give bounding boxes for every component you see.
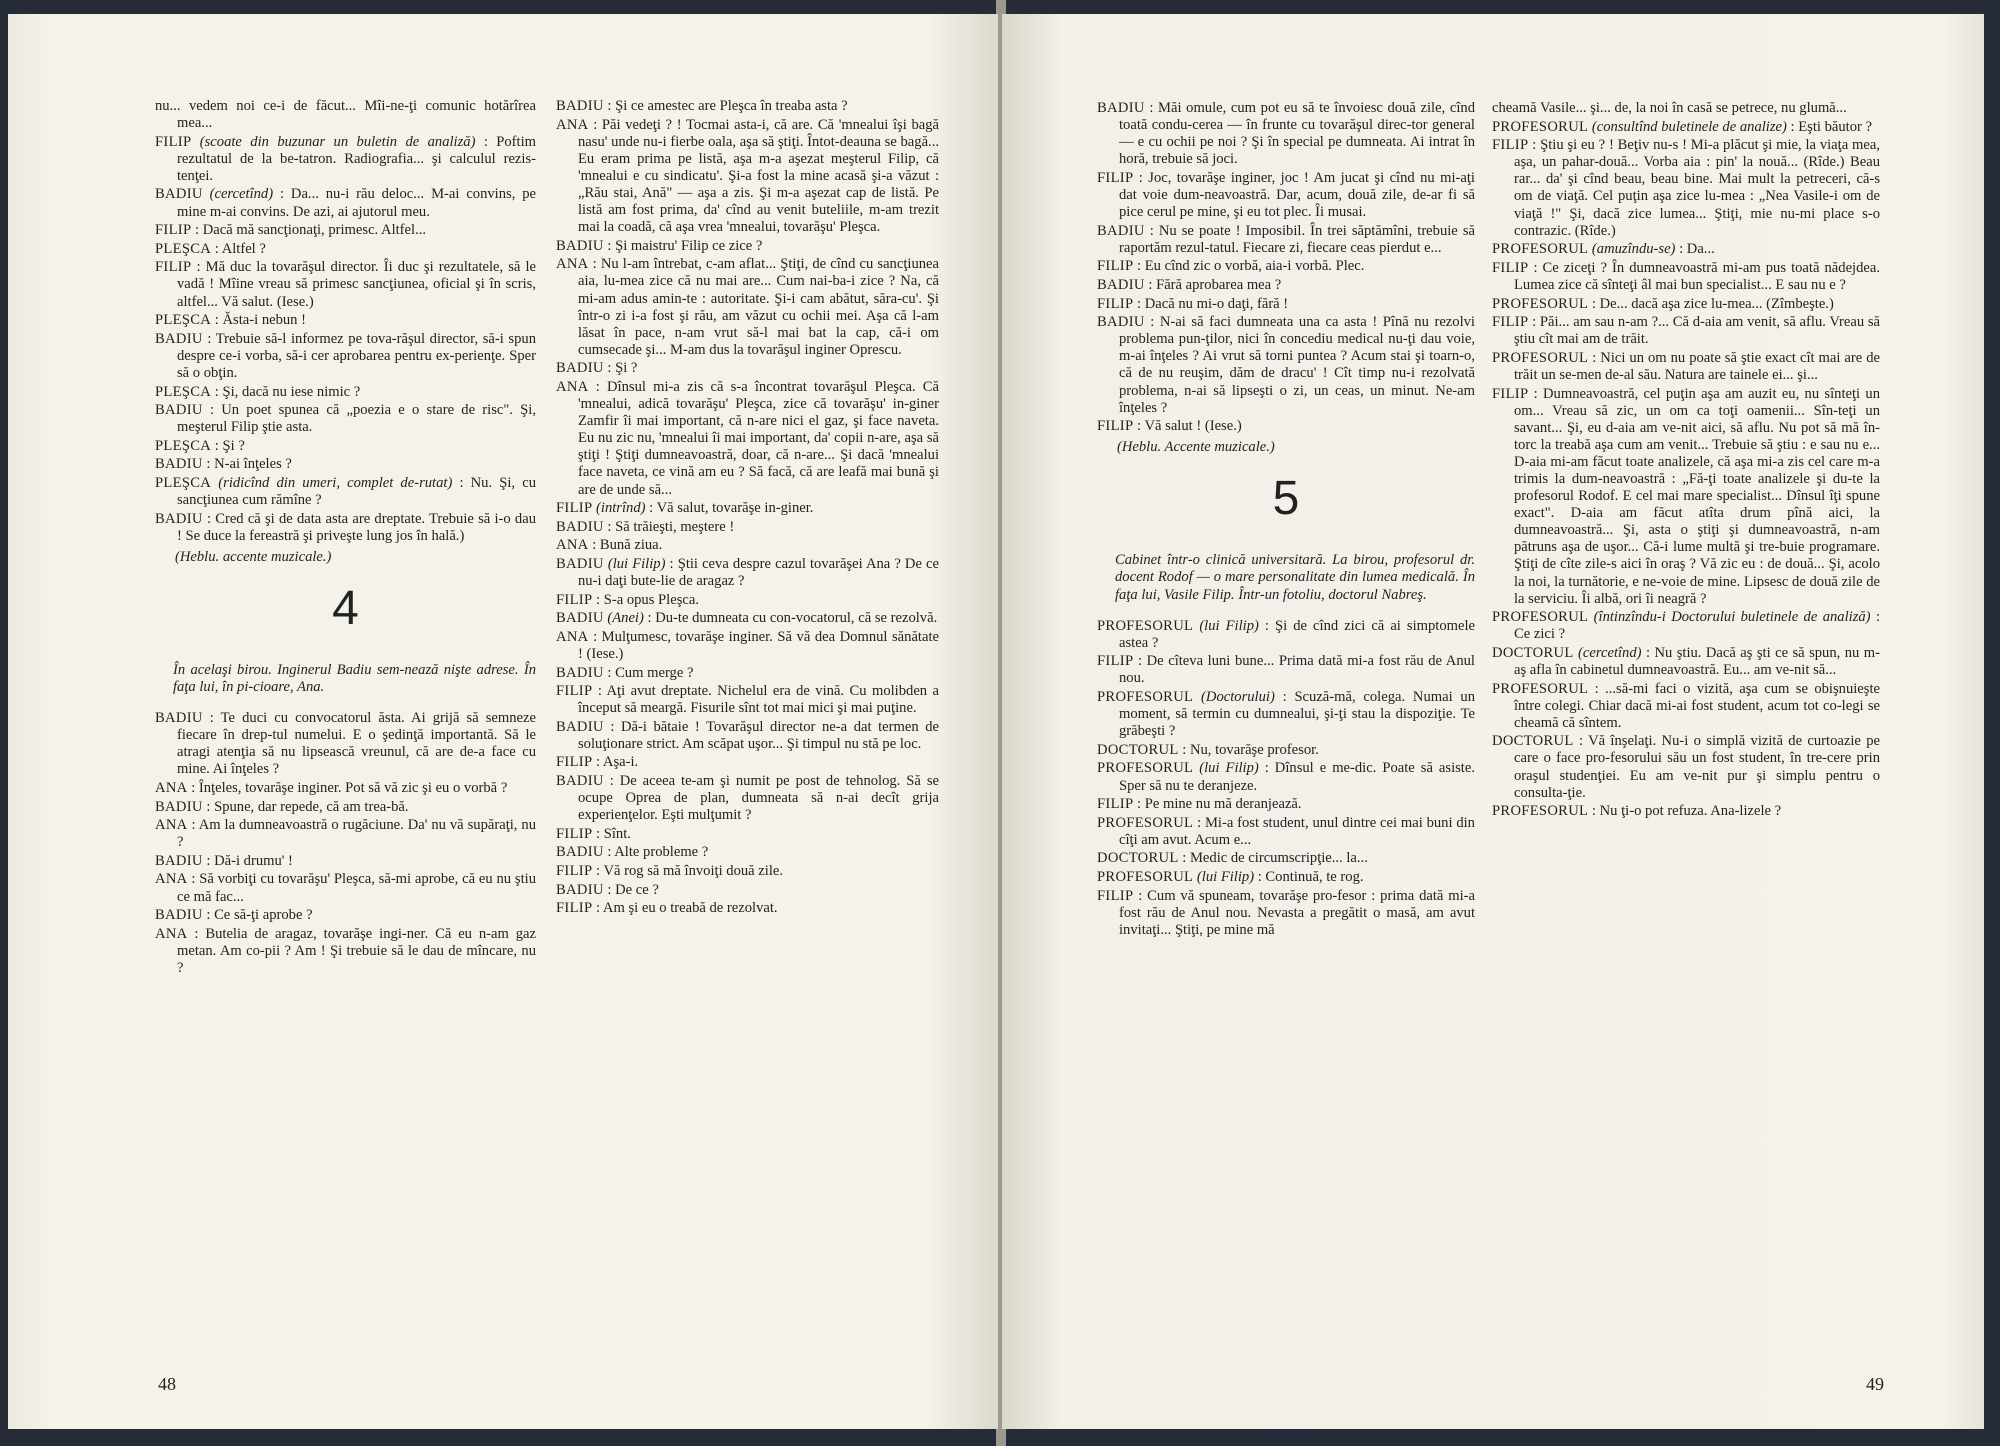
line-text: : Du-te dumneata cu con-vocatorul, că se rezolvă. (647, 610, 938, 627)
speaker-name: ANA (155, 925, 188, 942)
speaker-name: BADIU (556, 98, 604, 114)
dialogue-line (1097, 296, 1475, 313)
dialogue-line (155, 384, 536, 401)
speaker-name: BADIU (556, 237, 604, 254)
speaker-name: PROFESORUL (1097, 814, 1194, 831)
line-text: : Şi ce amestec are Pleşca în treaba asta ? (607, 98, 848, 114)
inline-direction: (ridicînd din umeri, complet de-rutat) (218, 474, 453, 491)
speaker-name: PROFESORUL (1097, 868, 1194, 885)
dialogue-line (556, 238, 939, 255)
dialogue-line (1097, 277, 1475, 294)
line-text: : Continuă, te rog. (1257, 868, 1364, 885)
scene-number: 5 (1272, 472, 1300, 526)
line-text: : Mă duc la tovarăşul director. Îi duc şi rezultatele, să le vadă ! Mîine vreau să primesc sancţiunea, oficial şi în scris, altfel... Vă salut. (Iese.) (177, 259, 536, 310)
speaker-name: ANA (155, 871, 188, 888)
dialogue-line (1097, 618, 1475, 652)
line-text: : Am şi eu o treabă de rezolvat. (596, 900, 778, 917)
dialogue-line (155, 853, 536, 870)
line-text: : Mi-a fost student, unul dintre cei mai buni din cîţi am avut. Acum e... (1119, 814, 1475, 848)
line-text: : Un poet spunea că „poezia e o stare de risc". Şi, meşterul Filip ştie asta. (177, 402, 536, 436)
line-text: nu... vedem noi ce-i de făcut... Mîi-ne-ţi comunic hotărîrea mea... (155, 98, 536, 132)
speaker-name: BADIU (1097, 222, 1145, 239)
dialogue-line (155, 186, 536, 220)
line-text: : Să trăieşti, meştere ! (607, 518, 735, 535)
page-number-right: 49 (1866, 1374, 1884, 1394)
line-text: : Şi ? (214, 437, 245, 454)
dialogue-line (1492, 386, 1880, 608)
dialogue-line (1097, 314, 1475, 417)
speaker-name: PROFESORUL (1097, 617, 1194, 634)
speaker-name: BADIU (556, 664, 604, 681)
dialogue-line (155, 241, 536, 258)
dialogue-line (556, 537, 939, 554)
speaker-name: BADIU (155, 798, 203, 815)
line-text: : Poftim rezultatul de la be-tatron. Radiografia... şi calculul rezis-tenţei. (177, 133, 536, 184)
speaker-name: FILIP (1097, 887, 1134, 904)
dialogue-line (155, 710, 536, 778)
line-text: : Ăsta-i nebun ! (214, 312, 306, 329)
dialogue-line (1097, 850, 1475, 867)
line-text: : Eşti băutor ? (1790, 118, 1872, 135)
speaker-name: FILIP (556, 591, 593, 608)
speaker-name: FILIP (556, 754, 593, 771)
speaker-name: BADIU (155, 402, 203, 419)
line-text: : Dînsul e me-dic. Poate să asiste. Sper să nu te deranjeze. (1119, 760, 1475, 794)
dialogue-line (155, 259, 536, 310)
dialogue-line (556, 592, 939, 609)
line-text: : Sînt. (596, 825, 631, 842)
dialogue-line (556, 900, 939, 917)
line-text: : Pe mine nu mă deranjează. (1137, 796, 1302, 813)
speaker-name: PLEŞCA (155, 383, 212, 400)
speaker-name: FILIP (1492, 314, 1529, 331)
speaker-name: PLEŞCA (155, 437, 212, 454)
line-text: : Nu se poate ! Imposibil. În trei săptămîni, trebuie să raportăm rezul-tatul. Fiecare zi, fiecare ceas pierdut e... (1119, 222, 1475, 256)
inline-direction: (Doctorului) (1201, 689, 1275, 706)
line-text: : Nici un om nu poate să ştie exact cît mai are de trăit un se-men de-al său. Natura are tainele ei... şi... (1514, 349, 1880, 383)
line-text: : Mulţumesc, tovarăşe inginer. Să vă dea Domnul sănătate ! (Iese.) (578, 628, 939, 662)
dialogue-line (556, 360, 939, 377)
speaker-name: FILIP (556, 900, 593, 917)
line-text: : Să vorbiţi cu tovarăşu' Pleşca, să-mi aprobe, că eu nu ştiu ce mă fac... (177, 871, 536, 905)
right-page (1002, 14, 1984, 1429)
left-page-column-1 (155, 98, 536, 1348)
line-text: : Şi de cînd zici că ai simptomele astea ? (1119, 617, 1475, 651)
dialogue-line (556, 719, 939, 753)
dialogue-line (556, 519, 939, 536)
dialogue-line (556, 665, 939, 682)
dialogue-line (155, 331, 536, 382)
speaker-name: PROFESORUL (1492, 295, 1589, 312)
dialogue-line (1097, 689, 1475, 740)
dialogue-line (556, 256, 939, 359)
speaker-name: BADIU (556, 610, 604, 627)
speaker-name: FILIP (1097, 418, 1134, 435)
line-text: : Nu, tovarăşe profesor. (1182, 741, 1319, 758)
speaker-name: PROFESORUL (1492, 118, 1589, 135)
dialogue-line (556, 117, 939, 237)
dialogue-line (1492, 733, 1880, 801)
line-text: : Dînsul mi-a zis că s-a încontrat tovarăşul Pleşca. Că 'mnealui, adică tovarăşu' Pleşca, zice că tovarăşu' in-giner Zamfir îi mai important, că n-are nici el gaz, şi face naveta. Eu nu zic nu, 'mnealui îi mai important, da' copii n-are, aşa să ştiţi ! Ştiţi dumneavoastră, doar, că n-are... Şi dacă 'mnealui face naveta, ce vină am eu ? Să facă, că are leafă mai bună şi are de unde să... (578, 379, 939, 498)
line-text: : Ce zici ? (1514, 609, 1880, 643)
line-text: : ...să-mi faci o vizită, aşa cum se obişnuieşte între colegi. Chiar dacă mi-ai fost student, acum tot co-legi se cheamă că sîntem. (1514, 680, 1880, 731)
dialogue-line (1492, 100, 1880, 117)
speaker-name: BADIU (155, 710, 203, 727)
inline-direction: (lui Filip) (1199, 760, 1259, 777)
dialogue-line (1492, 241, 1880, 258)
speaker-name: FILIP (556, 825, 593, 842)
dialogue-line (556, 379, 939, 499)
dialogue-line (155, 907, 536, 924)
speaker-name: ANA (556, 379, 589, 395)
dialogue-line (556, 773, 939, 824)
line-text: : De... dacă aşa zice lu-mea... (Zîmbeşte.) (1591, 295, 1834, 312)
dialogue-line (1492, 609, 1880, 643)
speaker-name: ANA (155, 780, 188, 796)
inline-direction: (amuzîndu-se) (1591, 241, 1676, 258)
line-text: : Da... (1679, 241, 1715, 258)
speaker-name: FILIP (155, 133, 192, 150)
speaker-name: FILIP (556, 863, 593, 880)
line-text: : Ce să-ţi aprobe ? (206, 907, 313, 924)
speaker-name: BADIU (1097, 100, 1145, 116)
speaker-name: BADIU (155, 186, 203, 203)
dialogue-line (1097, 418, 1475, 435)
line-text: : Dă-i bătaie ! Tovarăşul director ne-a dat termen de soluţionare strict. Am scăpat uşor... Şi timpul nu stă pe loc. (578, 718, 939, 752)
dialogue-line (1492, 681, 1880, 732)
line-text: : N-ai să faci dumneata una ca asta ! Pînă nu rezolvi problema pun-ţilor, nici în concediu medical nu-ţi dau voie, m-ai înţeles ? Ai vrut să torni puntea ? Acum stai şi toarn-o, că de nu reuşim, dăm de dracu' ! Cît timp nu-i rezolvată problema, n-ai să lipseşti o zi, un ceas, un minut. Ne-am înţeles ? (1119, 314, 1475, 416)
speaker-name: PROFESORUL (1492, 609, 1589, 626)
dialogue-line (1097, 258, 1475, 275)
dialogue-line (1097, 100, 1475, 168)
line-text: : Nu. Şi, cu sancţiunea cum rămîne ? (177, 474, 536, 509)
line-text: : Bună ziua. (592, 537, 663, 554)
speaker-name: FILIP (155, 222, 192, 239)
line-text: : Şi ? (607, 360, 638, 377)
line-text: : Nu ştiu. Dacă aş şti ce să spun, nu m-aş afla în cabinetul dumneavoastră. Eu... am ve-nit să... (1514, 644, 1880, 678)
dialogue-line (155, 817, 536, 851)
dialogue-line (155, 511, 536, 545)
line-text: : Cred că şi de data asta are dreptate. Trebuie să i-o dau ! Se duce la fereastră şi priveşte lung jos în hală.) (177, 510, 536, 544)
line-text: : Şi maistru' Filip ce zice ? (607, 237, 763, 254)
inline-direction: (lui Filip) (1196, 868, 1255, 885)
line-text: : Aţi avut dreptate. Nichelul era de vină. Cu molibden a început să meargă. Fisurile sînt tot mai mici şi mai puţine. (578, 683, 939, 717)
line-text: : S-a opus Pleşca. (596, 591, 699, 608)
dialogue-line (1492, 119, 1880, 136)
dialogue-line (1492, 260, 1880, 294)
speaker-name: PLEŞCA (155, 474, 212, 491)
line-text: : Cum vă spuneam, tovarăşe pro-fesor : prima dată mi-a fost rău de Anul nou. Nevasta a pregătit o masă, am avut invitaţi... Ştiţi, pe mine mă (1119, 887, 1475, 938)
speaker-name: BADIU (556, 718, 604, 735)
speaker-name: BADIU (556, 881, 604, 898)
dialogue-line (155, 134, 536, 185)
speaker-name: ANA (556, 537, 589, 554)
dialogue-line (556, 629, 939, 663)
speaker-name: PROFESORUL (1097, 689, 1194, 706)
stage-description: În acelaşi birou. Inginerul Badiu sem-nează nişte adrese. În faţa lui, în pi-cioare, Ana. (173, 661, 536, 696)
speaker-name: FILIP (1097, 169, 1134, 186)
speaker-name: PLEŞCA (155, 240, 212, 257)
line-text: : Da... nu-i rău deloc... M-ai convins, pe mine m-ai convins. De azi, ai ajutorul meu. (177, 186, 536, 220)
speaker-name: BADIU (1097, 314, 1145, 331)
line-text: : Butelia de aragaz, tovarăşe ingi-ner. Că eu n-am gaz metan. Am co-pii ? Am ! Şi trebuie să le dau de mîncare, nu ? (177, 925, 536, 976)
speaker-name: FILIP (1492, 137, 1529, 154)
dialogue-line (1492, 296, 1880, 313)
speaker-name: FILIP (155, 259, 192, 276)
left-page-column-2 (556, 98, 939, 1348)
right-page-column-2 (1492, 100, 1880, 1350)
line-text: : Spune, dar repede, că am trea-bă. (206, 798, 409, 815)
line-text: : Înţeles, tovarăşe inginer. Pot să vă zic şi eu o vorbă ? (191, 780, 508, 796)
dialogue-line (155, 799, 536, 816)
line-text: : Joc, tovarăşe inginer, joc ! Am jucat şi cînd nu mi-aţi dat voie dum-neavoastră. Dar, acum, două zile, de-ar fi să pice cerul pe mine, şi eu tot plec. Îi musai. (1119, 169, 1475, 221)
dialogue-line (556, 844, 939, 861)
speaker-name: BADIU (155, 907, 203, 924)
speaker-name: PROFESORUL (1492, 803, 1589, 820)
line-text: : Măi omule, cum pot eu să te învoiesc două zile, cînd toată condu-cerea — în frunte cu tovarăşul direc-tor general — e cu ochii pe noi ? Şi în special pe dumneata. Ai intrat în horă, trebuie să joci. (1119, 100, 1475, 168)
inline-direction: (consultînd buletinele de analize) (1591, 118, 1787, 135)
dialogue-line (1097, 742, 1475, 759)
line-text: : De cîteva luni bune... Prima dată mi-a fost rău de Anul nou. (1119, 653, 1475, 687)
speaker-name: PROFESORUL (1492, 680, 1589, 697)
line-text: : Cum merge ? (607, 664, 694, 681)
inline-direction: (întinzîndu-i Doctorului buletinele de analiză) (1593, 609, 1871, 626)
line-text: : Păi... am sau n-am ?... Că d-aia am venit, să aflu. Vreau să ştiu cît mai am de trăit. (1514, 314, 1880, 348)
dialogue-line (556, 500, 939, 517)
line-text: : Ştii ceva despre cazul tovarăşei Ana ? De ce nu-i daţi bute-lie de aragaz ? (578, 555, 939, 590)
dialogue-line (1492, 645, 1880, 679)
dialogue-line (1492, 350, 1880, 384)
dialogue-line (155, 402, 536, 436)
speaker-name: BADIU (155, 852, 203, 869)
speaker-name: ANA (556, 628, 589, 645)
line-text: : Vă salut, tovarăşe in-giner. (649, 500, 814, 517)
line-text: : Dacă mă sancţionaţi, primesc. Altfel... (195, 222, 427, 239)
line-text: : Alte probleme ? (607, 844, 709, 861)
line-text: : De ce ? (607, 881, 659, 898)
inline-direction: (cercetînd) (209, 186, 274, 203)
speaker-name: DOCTORUL (1097, 741, 1179, 758)
line-text: : Am la dumneavoastră o rugăciune. Da' nu vă supăraţi, nu ? (177, 817, 536, 851)
dialogue-line (155, 926, 536, 977)
dialogue-line (155, 871, 536, 905)
dialogue-line (155, 475, 536, 509)
line-text: : Fără aprobarea mea ? (1148, 276, 1282, 293)
dialogue-line (155, 312, 536, 329)
line-text: : Dă-i drumu' ! (206, 852, 293, 869)
right-page-column-1 (1097, 100, 1475, 1350)
dialogue-line (1097, 796, 1475, 813)
line-text: : Vă înşelaţi. Nu-i o simplă vizită de curtoazie pe care o face pro-fesorului său un fost student, în tre-cere prin oraşul studenţiei. Eu am ve-nit pur şi simplu pentru o consulta-ţie. (1514, 733, 1880, 801)
dialogue-line (1097, 170, 1475, 221)
speaker-name: FILIP (1097, 796, 1134, 813)
speaker-name: FILIP (556, 683, 593, 700)
dialogue-line (556, 683, 939, 717)
speaker-name: PROFESORUL (1097, 760, 1194, 777)
line-text: : Te duci cu convocatorul ăsta. Ai grijă să semneze fiecare în drep-tul numelui. E o şedinţă importantă. Să le atragi atenţia să nu lipsească vreunul, că are de-a face cu mine. Ai înţeles ? (177, 710, 536, 778)
left-page (8, 14, 998, 1429)
line-text: : Ce ziceţi ? În dumneavoastră mi-am pus toată nădejdea. Lumea zice că sînteţi âl mai bun specialist... E sau nu e ? (1514, 259, 1880, 293)
dialogue-line (155, 780, 536, 797)
line-text: : Dacă nu mi-o daţi, fără ! (1137, 295, 1289, 312)
line-text: : Eu cînd zic o vorbă, aia-i vorbă. Plec. (1137, 258, 1365, 275)
speaker-name: BADIU (556, 773, 604, 790)
inline-direction: (scoate din buzunar un buletin de analiză) (199, 133, 476, 150)
dialogue-line (155, 98, 536, 132)
line-text: : De aceea te-am şi numit pe post de tehnolog. Să se ocupe Oprea de plan, dumneata să n-ai decît grija experienţelor. Eşti mulţumit ? (578, 773, 939, 824)
speaker-name: DOCTORUL (1492, 733, 1574, 750)
line-text: : Nu l-am întrebat, c-am aflat... Ştiţi, de cînd cu sancţiunea aia, lu-mea zice că nu mai are... Cum nai-ba-i zice ? Na, că mi-am adus amin-te : autoritate. Şi-i cam abătut, săra-cu'. Şi într-o zi i-a fost şi rău, am văzut cu ochii mei. Aşa că l-am lăsat în pace, n-am vrut să-l mai bat la cap, că-i om cumsecade şi... M-am dus la tovarăşul inginer Oprescu. (578, 256, 939, 358)
dialogue-line (1097, 760, 1475, 794)
dialogue-line (1097, 869, 1475, 886)
dialogue-line (155, 438, 536, 455)
line-text: : Vă rog să mă învoiţi două zile. (596, 863, 784, 880)
line-text: : Ştiu şi eu ? ! Beţiv nu-s ! Mi-a plăcut şi mie, la viaţa mea, aşa, un pahar-două... Vorba aia : pin' la nouă... (Rîde.) Beau rar... da' şi cînd beau, beau bine. Mai mult la petreceri, că-s om de viaţă. Cel puţin aşa zice lu-mea : „Nea Vasile-i om de viaţă !" Şi, dacă zice lumea... Ştiţi, mie nu-mi place s-o contrazic. (Rîde.) (1514, 137, 1880, 239)
line-text: : Trebuie să-l informez pe tova-răşul director, să-i spun despre ce-i vorba, să-i cer aprobarea pentru ex-perienţe. Sper să o obţin. (177, 330, 536, 381)
line-text: : Medic de circumscripţie... la... (1182, 850, 1368, 867)
line-text: : Dumneavoastră, cel puţin aşa am auzit eu, nu sînteţi un om... Vreau să zic, un om ca toţi oamenii... Sîn-teţi un savant... Şi, eu d-aia am ve-nit aici, să aflu. Nu pot să mă în-torc la treabă aşa cum am venit... Trebuie să ştiu : e sau nu e... D-aia mi-am făcut toate analizele, că aşa mi-a zis cel care m-a trimis la dum-neavoastră : „Fă-ţi toate analizele şi du-te la profesorul Rodof. E cel mai mare specialist... Dînsul îţi spune exact". D-aia am făcut atîta drum pînă aici, la dumneavoastră... Şi, asta o ştiţi şi dumneavoastră, n-am pătruns aşa de uşor... Că-i lume multă şi tre-buie programare. Ştiţi de cîte zile-s aici în oraş ? Vă zic eu : de două... Şi, acolo la noi, la turnătorie, e ne-voie de mine. Lipsesc de două zile de la serviciu. Îi albă, ori îi neagră ? (1514, 385, 1880, 607)
speaker-name: BADIU (155, 510, 203, 527)
speaker-name: PROFESORUL (1492, 349, 1589, 366)
speaker-name: BADIU (155, 330, 203, 347)
dialogue-line (556, 882, 939, 899)
speaker-name: BADIU (155, 456, 203, 473)
speaker-name: BADIU (556, 844, 604, 861)
speaker-name: FILIP (1097, 653, 1134, 670)
speaker-name: FILIP (1492, 259, 1529, 276)
dialogue-line (1492, 314, 1880, 348)
speaker-name: DOCTORUL (1492, 644, 1574, 661)
speaker-name: FILIP (1097, 258, 1134, 275)
inline-direction: (Anei) (607, 610, 644, 627)
dialogue-line (1097, 815, 1475, 849)
stage-direction: (Heblu. Accente muzicale.) (1117, 439, 1275, 456)
stage-description: Cabinet într-o clinică universitară. La birou, profesorul dr. docent Rodof — o mare personalitate din lumea medicală. În faţa lui, Vasile Filip. Într-un fotoliu, doctorul Nabreş. (1115, 552, 1475, 603)
speaker-name: BADIU (556, 518, 604, 535)
dialogue-line (1097, 653, 1475, 687)
dialogue-line (556, 826, 939, 843)
dialogue-line (155, 456, 536, 473)
dialogue-line (1097, 888, 1475, 939)
dialogue-line (1492, 803, 1880, 820)
speaker-name: DOCTORUL (1097, 850, 1179, 867)
speaker-name: FILIP (1097, 295, 1134, 312)
speaker-name: ANA (556, 116, 589, 133)
page-number-left: 48 (158, 1374, 176, 1394)
line-text: : Scuză-mă, colega. Numai un moment, să termin cu dumnealui, şi-ţi stau la dispoziţie. Te grăbeşti ? (1119, 689, 1475, 740)
dialogue-line (1097, 223, 1475, 257)
inline-direction: (intrînd) (596, 500, 646, 517)
speaker-name: BADIU (1097, 276, 1145, 293)
speaker-name: ANA (155, 817, 188, 834)
speaker-name: FILIP (556, 500, 593, 517)
inline-direction: (lui Filip) (607, 555, 666, 572)
speaker-name: FILIP (1492, 385, 1529, 402)
speaker-name: BADIU (556, 360, 604, 377)
line-text: : Şi, dacă nu iese nimic ? (214, 383, 361, 400)
speaker-name: ANA (556, 256, 589, 273)
inline-direction: (lui Filip) (1199, 617, 1259, 634)
line-text: : N-ai înţeles ? (206, 456, 292, 473)
line-text: cheamă Vasile... şi... de, la noi în casă se petrece, nu glumă... (1492, 100, 1847, 116)
speaker-name: PROFESORUL (1492, 241, 1589, 258)
dialogue-line (556, 98, 939, 115)
stage-direction: (Heblu. accente muzicale.) (175, 548, 332, 565)
dialogue-line (556, 610, 939, 627)
dialogue-line (155, 222, 536, 239)
line-text: : Păi vedeţi ? ! Tocmai asta-i, că are. Că 'mnealui îşi bagă nasu' unde nu-i fierbe oala, aşa să ştiţi. Întot-deauna se bagă... Eu eram prima pe listă, aşa m-a aşezat meşterul Filip, că 'mnealui e cu sindicatu'. Şi-a fost la mine acasă şi-a văzut : „Rău stai, Ană" — aşa a zis. Şi m-a aşezat cap de listă. Pe listă am fost prima, da' cînd au venit buteliile, m-am trezit mai la coadă, că aşa vrea 'mnealui, tovarăşu' Pleşca. (578, 116, 939, 236)
scene-number: 4 (332, 581, 359, 635)
inline-direction: (cercetînd) (1578, 644, 1642, 661)
dialogue-line (1492, 137, 1880, 240)
line-text: : Altfel ? (214, 240, 266, 257)
line-text: : Nu ţi-o pot refuza. Ana-lizele ? (1591, 803, 1782, 820)
dialogue-line (556, 556, 939, 590)
speaker-name: BADIU (556, 555, 604, 572)
dialogue-line (556, 863, 939, 880)
speaker-name: PLEŞCA (155, 312, 212, 329)
line-text: : Vă salut ! (Iese.) (1137, 418, 1242, 435)
line-text: : Aşa-i. (596, 754, 639, 771)
dialogue-line (556, 754, 939, 771)
